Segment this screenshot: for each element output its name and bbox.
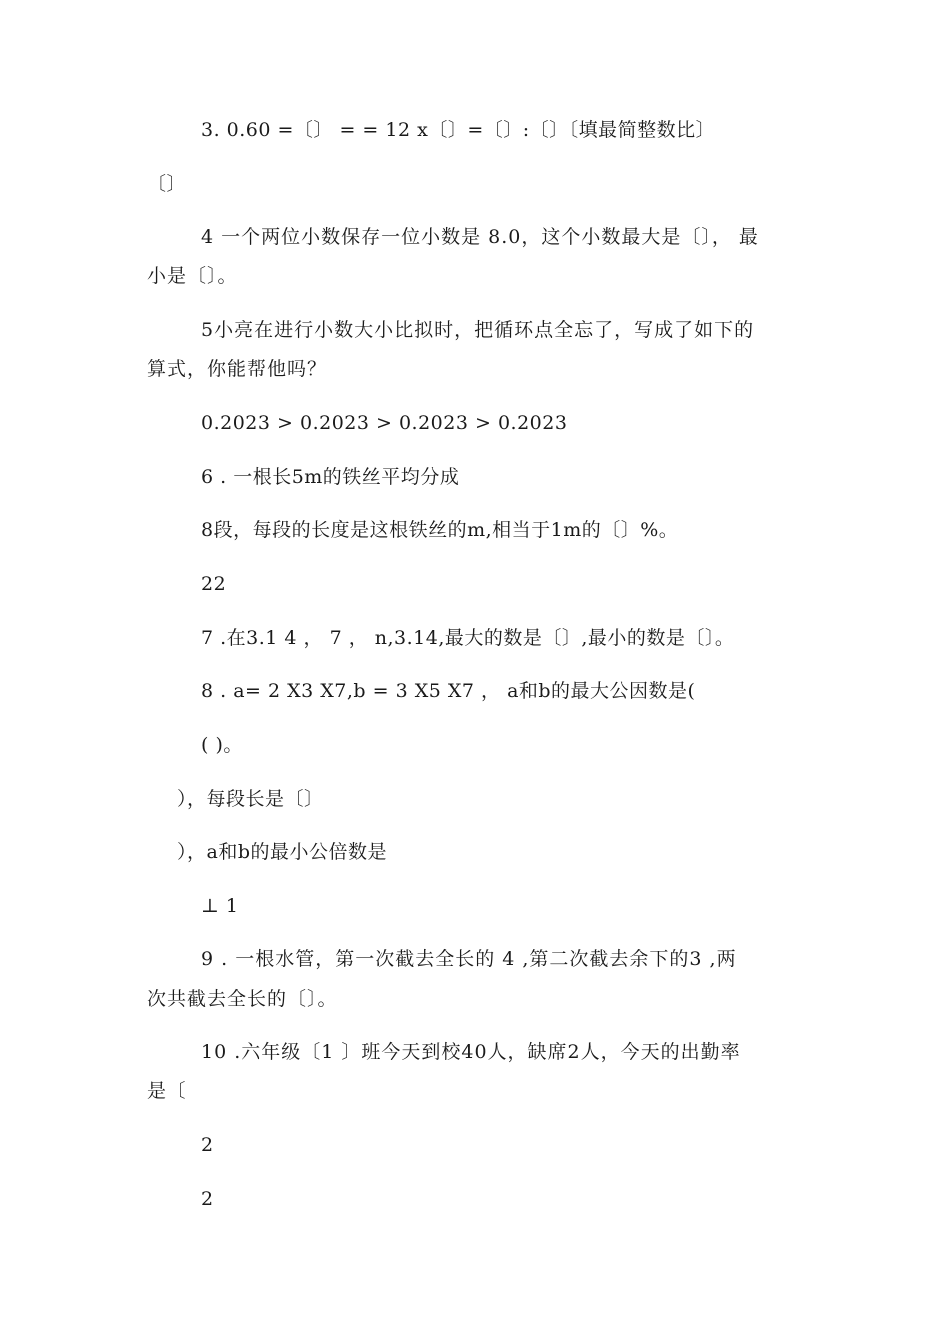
question-5-continuation: 算式，你能帮他吗？ <box>147 358 328 380</box>
fraction-digit: 2 <box>201 1134 214 1156</box>
question-6-line: 6 . 一根长5m的铁丝平均分成 <box>201 466 460 488</box>
question-6-continuation: 8段，每段的长度是这根铁丝的m,相当于1m的〔〕%。 <box>201 519 679 541</box>
fraction-numerators: ⊥ 1 <box>201 895 239 917</box>
question-8-line: 8 . a= 2 X3 X7,b = 3 X5 X7 ， a和b的最大公因数是( <box>201 680 696 702</box>
question-4-line: 4 一个两位小数保存一位小数是 8.0，这个小数最大是〔〕， 最 <box>201 226 759 248</box>
fraction-denominators: 22 <box>201 573 227 595</box>
question-9-continuation: 次共截去全长的〔〕。 <box>147 988 338 1010</box>
question-10-continuation: 是〔 <box>147 1080 187 1102</box>
question-6-fragment: ），每段长是〔〕 <box>177 788 324 810</box>
question-3-continuation: 〔〕 <box>147 173 187 195</box>
fraction-digit: 2 <box>201 1188 214 1210</box>
question-4-continuation: 小是〔〕。 <box>147 265 238 287</box>
question-7-line: 7 .在3.1 4 ， 7 ， n,3.14,最大的数是〔〕,最小的数是〔〕。 <box>201 627 735 649</box>
question-8-continuation: ( )。 <box>201 734 243 756</box>
question-10-line: 10 .六年级〔1 〕班今天到校40人，缺席2人，今天的出勤率 <box>201 1041 741 1063</box>
question-3-line: 3. 0.60 =〔〕 = = 12 x〔〕=〔〕:〔〕〔填最简整数比〕 <box>201 119 716 141</box>
question-9-line: 9 . 一根水管，第一次截去全长的 4 ,第二次截去余下的3 ,两 <box>201 948 737 970</box>
question-5-line: 5小亮在进行小数大小比拟时，把循环点全忘了，写成了如下的 <box>201 319 755 341</box>
question-5-expression: 0.2023 > 0.2023 > 0.2023 > 0.2023 <box>201 412 568 434</box>
question-8-fragment: ），a和b的最小公倍数是 <box>177 841 387 863</box>
